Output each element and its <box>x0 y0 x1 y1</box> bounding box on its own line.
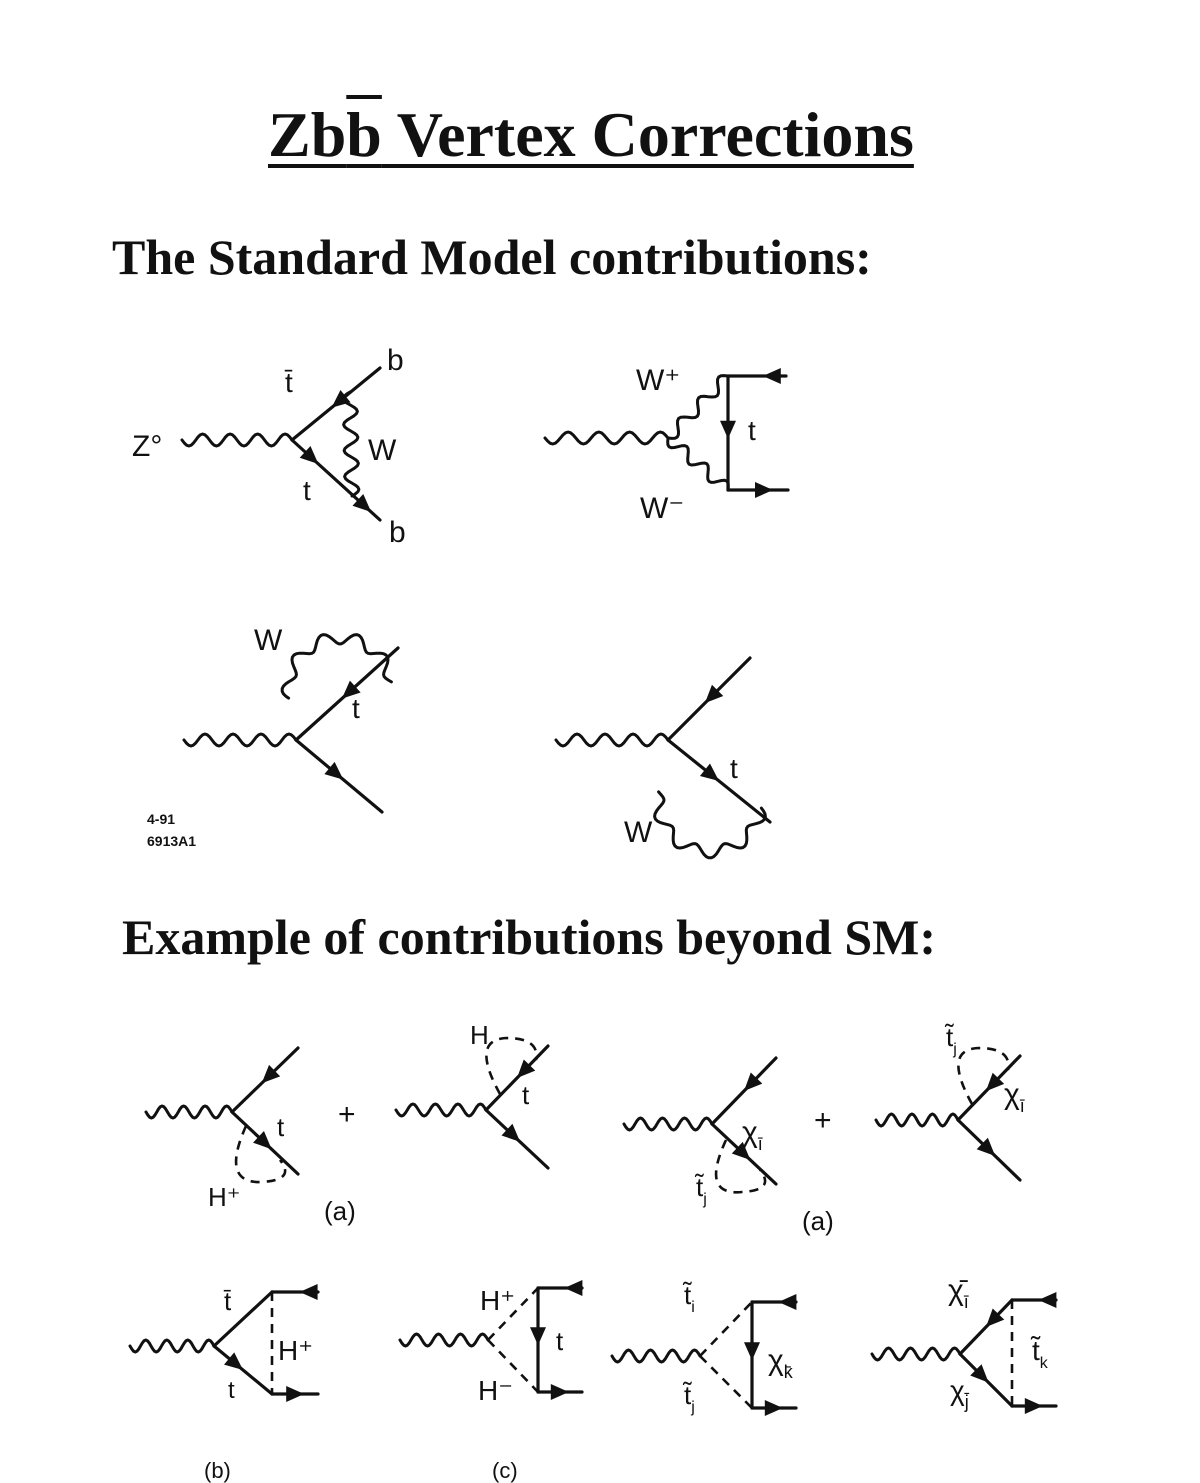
arrowhead <box>755 482 773 498</box>
figure-code-line2: 6913A1 <box>147 833 197 849</box>
stop-top-label: $t̃_i$ <box>684 1280 695 1316</box>
w-plus-label: W⁺ <box>636 364 681 397</box>
t-label: t <box>522 1080 530 1110</box>
arrowhead <box>765 1400 783 1416</box>
chi-label: $\chi_ī$ <box>742 1116 763 1154</box>
arrowhead <box>720 421 736 439</box>
arrowhead <box>530 1327 546 1345</box>
plus-sign: + <box>338 1098 356 1131</box>
bsm-diagram-b <box>223 1286 313 1404</box>
t-label: t <box>730 753 738 784</box>
stop-label: $t̃_k$ <box>1032 1335 1048 1372</box>
boson-line <box>612 1350 700 1362</box>
boson-line <box>400 1334 488 1346</box>
t-label: t <box>277 1112 285 1142</box>
boson-line <box>545 432 668 444</box>
boson-line <box>343 392 359 496</box>
scalar-line <box>700 1356 752 1408</box>
boson-loop <box>282 635 391 699</box>
arrowhead <box>1038 1292 1056 1308</box>
b-bottom-label: b <box>389 516 406 549</box>
arrowhead <box>286 1386 304 1402</box>
b-top-label: b <box>387 344 404 377</box>
label-c: (c) <box>492 1458 518 1483</box>
chi-bottom-label: $\chi_{j̄}$ <box>950 1375 969 1412</box>
title-prefix: Zb <box>268 99 347 170</box>
h-plus-label: H⁺ <box>278 1335 313 1366</box>
tbar-label: t̄ <box>224 1286 232 1316</box>
chi-label: $\chi_{k̄}$ <box>768 1344 793 1382</box>
beyond-sm-heading: Example of contributions beyond SM: <box>122 909 936 965</box>
boson-line <box>872 1348 960 1360</box>
w-label: W <box>254 624 283 657</box>
h-plus-label: H⁺ <box>208 1182 241 1212</box>
tbar-label: t̄ <box>285 367 293 398</box>
arrowhead <box>300 1284 318 1300</box>
stop-label: $t̃_j$ <box>946 1022 957 1058</box>
arrowhead <box>763 368 781 384</box>
scalar-line <box>700 1302 752 1356</box>
title-bbar: b <box>346 99 382 170</box>
w-minus-label: W⁻ <box>640 492 685 525</box>
label-b: (b) <box>204 1458 231 1483</box>
boson-line <box>876 1114 958 1126</box>
arrowhead <box>744 1342 760 1360</box>
label-a-left: (a) <box>324 1196 356 1226</box>
boson-line <box>624 1118 712 1130</box>
h-plus-label: H⁺ <box>480 1285 515 1316</box>
t-label: t <box>556 1326 564 1356</box>
title-suffix: Vertex Corrections <box>381 99 914 170</box>
boson-loop <box>655 792 766 858</box>
w-label: W <box>368 434 397 467</box>
t-label: t <box>303 475 311 506</box>
arrowhead <box>778 1294 796 1310</box>
t-label: t <box>748 415 756 446</box>
arrowhead <box>564 1280 582 1296</box>
boson-line <box>184 734 296 746</box>
stop-bottom-label: $t̃_j$ <box>684 1380 695 1416</box>
chi-label: $\chi_ī$ <box>1004 1078 1025 1116</box>
chi-top-label: $\chī_ī$ <box>948 1274 969 1312</box>
h-minus-label: H⁻ <box>478 1375 513 1406</box>
t-label: t <box>352 693 360 724</box>
sm-diagram-2 <box>636 364 756 525</box>
boson-line <box>396 1104 486 1116</box>
sm-diagram-4 <box>624 753 738 849</box>
sm-diagram-3 <box>254 624 360 724</box>
plus-sign: + <box>814 1104 832 1137</box>
boson-line <box>146 1106 232 1118</box>
t-label: t <box>228 1377 235 1404</box>
boson-line <box>130 1340 214 1352</box>
w-label: W <box>624 816 653 849</box>
stop-label: $t̃_j$ <box>696 1172 707 1208</box>
z-boson-label: Z° <box>132 430 163 463</box>
boson-line <box>182 434 292 446</box>
boson-line <box>556 734 668 746</box>
fermion-line <box>214 1292 272 1346</box>
arrowhead <box>1025 1398 1043 1414</box>
bsm-diagram-a4 <box>944 1022 1025 1116</box>
label-a-right: (a) <box>802 1206 834 1236</box>
standard-model-heading: The Standard Model contributions: <box>112 229 872 285</box>
arrowhead <box>551 1384 569 1400</box>
figure-code <box>147 811 196 849</box>
figure-code-line1: 4-91 <box>147 811 176 827</box>
h-label: H <box>470 1020 489 1050</box>
boson-line <box>668 438 729 490</box>
